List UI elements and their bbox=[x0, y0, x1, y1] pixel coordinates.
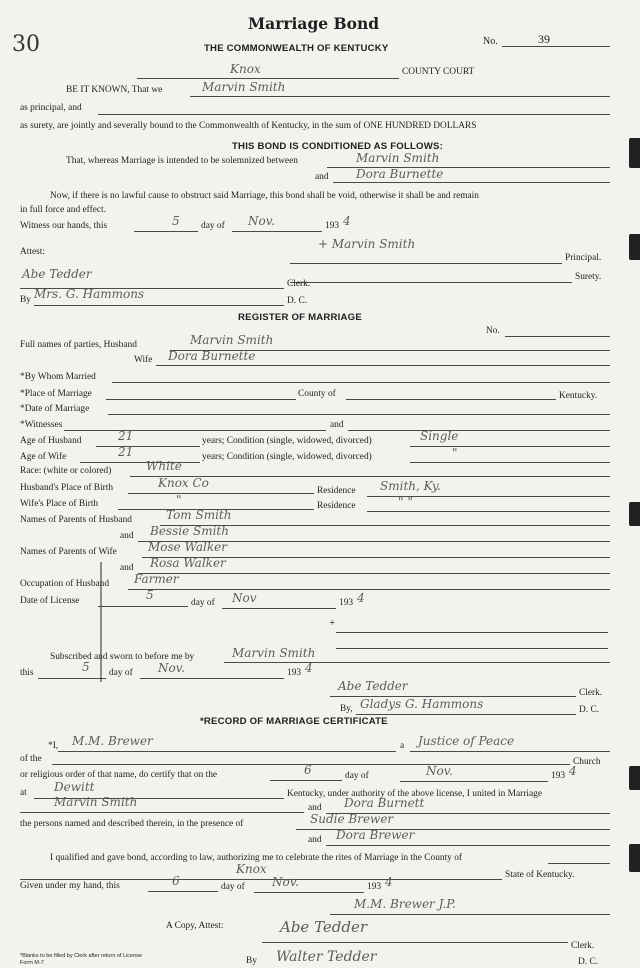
given-year-prefix: 193 bbox=[367, 882, 382, 892]
given-day-hw: 6 bbox=[172, 874, 180, 888]
officiant-line bbox=[58, 751, 396, 752]
bond-deputy-hw: Mrs. G. Hammons bbox=[34, 287, 145, 301]
cert-county-hw: Knox bbox=[236, 862, 267, 876]
fold-line bbox=[100, 562, 102, 682]
register-clerk-label: Clerk. bbox=[579, 688, 603, 698]
binder-tab bbox=[629, 234, 640, 260]
county-court-label: COUNTY COURT bbox=[402, 67, 475, 77]
parent-h2-hw: Bessie Smith bbox=[150, 524, 229, 538]
register-deputy-line bbox=[356, 714, 576, 715]
state-label: State of Kentucky. bbox=[505, 870, 575, 880]
place-line bbox=[106, 399, 296, 400]
parent-h1-hw: Tom Smith bbox=[166, 508, 232, 522]
principal-hw: Marvin Smith bbox=[202, 80, 286, 94]
cert-clerk-label: Clerk. bbox=[571, 941, 595, 951]
date-license-label: Date of License bbox=[20, 596, 80, 606]
by-whom-label: *By Whom Married bbox=[20, 372, 96, 382]
age-husband-hw: 21 bbox=[118, 429, 134, 443]
cert-day-hw: 6 bbox=[304, 763, 312, 777]
attest-label: Attest: bbox=[20, 247, 45, 257]
cond-wife-label: years; Condition (single, widowed, divorced) bbox=[202, 452, 372, 462]
cert-year-prefix: 193 bbox=[551, 771, 566, 781]
full-names-label: Full names of parties, Husband bbox=[20, 340, 137, 350]
whereas-text: That, whereas Marriage is intended to be solemnized between bbox=[66, 156, 298, 166]
county-of-label: County of bbox=[298, 389, 336, 399]
affiant-line-1 bbox=[336, 632, 608, 633]
cert-witness-and: and bbox=[308, 835, 322, 845]
bride-line bbox=[333, 182, 610, 183]
given-label: Given under my hand, this bbox=[20, 881, 120, 891]
be-it-known: BE IT KNOWN, That we bbox=[66, 85, 163, 95]
wife-birth-hw: " bbox=[176, 493, 182, 507]
binder-tab bbox=[629, 502, 640, 526]
bride-and: and bbox=[315, 172, 329, 182]
cert-a-label: a bbox=[400, 741, 405, 751]
of-the-label: of the bbox=[20, 754, 42, 764]
church-label: Church bbox=[573, 757, 601, 767]
county-line bbox=[137, 78, 399, 79]
cert-by-label: By bbox=[246, 956, 257, 966]
witness2-line bbox=[348, 430, 610, 431]
wife-birth-label: Wife's Place of Birth bbox=[20, 499, 99, 509]
bond-clerk-sig-hw: Abe Tedder bbox=[22, 267, 92, 281]
sworn-year-prefix: 193 bbox=[287, 668, 302, 678]
religious-text: or religious order of that name, do certify that on the bbox=[20, 770, 218, 780]
binder-tab bbox=[629, 766, 640, 790]
commonwealth-heading: THE COMMONWEALTH OF KENTUCKY bbox=[204, 43, 389, 54]
principal-line bbox=[190, 96, 610, 97]
surety-name-line bbox=[98, 114, 610, 115]
parents-husband-and: and bbox=[120, 531, 134, 541]
cert-day-of: day of bbox=[345, 771, 369, 781]
witness-year-hw: 4 bbox=[343, 214, 351, 228]
cond-wife-hw: " bbox=[452, 446, 458, 460]
place-kentucky-label: Kentucky. bbox=[559, 391, 598, 401]
cert-clerk-line bbox=[262, 942, 568, 943]
conditioned-heading: THIS BOND IS CONDITIONED AS FOLLOWS: bbox=[232, 141, 443, 152]
license-day-of: day of bbox=[191, 598, 215, 608]
bond-clerk-label: Clerk. bbox=[287, 279, 311, 289]
cert-clerk-sig-hw: Abe Tedder bbox=[280, 918, 368, 936]
document-title: Marriage Bond bbox=[248, 14, 380, 33]
margin-number: 30 bbox=[12, 32, 40, 57]
surety-label: Surety. bbox=[575, 272, 602, 282]
wife-label: Wife bbox=[134, 355, 153, 365]
bond-no-line bbox=[502, 46, 610, 47]
certificate-heading: *RECORD OF MARRIAGE CERTIFICATE bbox=[200, 716, 388, 727]
footnote-2: Form M-7 bbox=[20, 960, 44, 966]
date-label: *Date of Marriage bbox=[20, 404, 90, 414]
officiant-signature-line bbox=[330, 914, 610, 915]
witnesses-label: *Witnesses bbox=[20, 420, 63, 430]
cert-groom-line bbox=[20, 812, 304, 813]
witness-day-of: day of bbox=[201, 221, 225, 231]
husband-name-hw: Marvin Smith bbox=[190, 333, 274, 347]
husband-birth-hw: Knox Co bbox=[158, 476, 209, 490]
witness1-line bbox=[64, 430, 326, 431]
cond-husband-line bbox=[410, 446, 610, 447]
given-month-hw: Nov. bbox=[272, 875, 299, 889]
license-day-hw: 5 bbox=[146, 588, 154, 602]
bond-dc-label: D. C. bbox=[287, 296, 308, 306]
cert-deputy-hw: Walter Tedder bbox=[276, 949, 377, 965]
parents-husband-label: Names of Parents of Husband bbox=[20, 515, 132, 525]
register-deputy-hw: Gladys G. Hammons bbox=[360, 697, 484, 711]
sworn-month-hw: Nov. bbox=[158, 661, 185, 675]
cert-bride-hw: Dora Burnett bbox=[344, 796, 425, 810]
given-year-hw: 4 bbox=[385, 875, 393, 889]
at-label: at bbox=[20, 788, 27, 798]
by-whom-line bbox=[112, 382, 610, 383]
cert-witness1-hw: Sudie Brewer bbox=[310, 812, 394, 826]
wife-name-line bbox=[156, 365, 610, 366]
cert-and-label: and bbox=[308, 803, 322, 813]
wife-residence-line bbox=[367, 511, 610, 512]
occupation-hw: Farmer bbox=[134, 572, 179, 586]
sworn-month-line bbox=[140, 678, 284, 679]
register-no-line bbox=[505, 336, 610, 337]
plus-mark: + bbox=[329, 617, 336, 629]
witness-year-prefix: 193 bbox=[325, 221, 340, 231]
license-month-hw: Nov bbox=[232, 591, 257, 605]
bond-no-value: 39 bbox=[538, 32, 550, 46]
place-hw: Dewitt bbox=[54, 780, 95, 794]
age-wife-hw: 21 bbox=[118, 445, 134, 459]
kentucky-under-text: Kentucky, under authority of the above license, I united in Marriage bbox=[287, 789, 543, 799]
cond-husband-hw: Single bbox=[420, 429, 459, 443]
license-year-hw: 4 bbox=[357, 591, 365, 605]
binder-tab bbox=[629, 138, 640, 168]
husband-residence-label: Residence bbox=[317, 486, 356, 496]
cert-day-line bbox=[270, 780, 342, 781]
as-principal: as principal, and bbox=[20, 103, 82, 113]
subscribed-hw: Marvin Smith bbox=[232, 646, 316, 660]
sworn-year-hw: 4 bbox=[305, 661, 313, 675]
county-of-line bbox=[346, 399, 556, 400]
copy-attest-label: A Copy, Attest: bbox=[166, 921, 224, 931]
age-husband-line bbox=[96, 446, 200, 447]
bond-deputy-line bbox=[34, 305, 284, 306]
place-label: *Place of Marriage bbox=[20, 389, 92, 399]
parents-wife-label: Names of Parents of Wife bbox=[20, 547, 117, 557]
cond-husband-label: years; Condition (single, widowed, divorced) bbox=[202, 436, 372, 446]
groom-hw: Marvin Smith bbox=[356, 151, 440, 165]
race-hw: White bbox=[146, 459, 182, 473]
age-wife-label: Age of Wife bbox=[20, 452, 67, 462]
cond-wife-line bbox=[410, 462, 610, 463]
license-month-line bbox=[222, 608, 336, 609]
sworn-this-label: this bbox=[20, 668, 34, 678]
witness-label: Witness our hands, this bbox=[20, 221, 108, 231]
sworn-day-line bbox=[38, 678, 106, 679]
cert-groom-hw: Marvin Smith bbox=[54, 795, 138, 809]
age-husband-label: Age of Husband bbox=[20, 436, 82, 446]
cert-dc-label: D. C. bbox=[578, 957, 599, 967]
county-name-line bbox=[20, 879, 502, 880]
register-by-label: By, bbox=[340, 704, 353, 714]
subscribed-line bbox=[224, 662, 610, 663]
sworn-day-hw: 5 bbox=[82, 660, 90, 674]
officiant-signature-hw: M.M. Brewer J.P. bbox=[354, 897, 456, 911]
parent-w2-hw: Rosa Walker bbox=[150, 556, 226, 570]
given-month-line bbox=[254, 892, 364, 893]
license-year-prefix: 193 bbox=[339, 598, 354, 608]
bond-by-label: By bbox=[20, 295, 31, 305]
husband-residence-hw: Smith, Ky. bbox=[380, 479, 441, 493]
surety-text: as surety, are jointly and severally bound to the Commonwealth of Kentucky, in the sum of ONE HUNDRED DOLLARS bbox=[20, 121, 477, 131]
qualified-county-line bbox=[548, 863, 610, 864]
affiant-line-2 bbox=[336, 648, 608, 649]
wife-residence-label: Residence bbox=[317, 501, 356, 511]
register-dc-label: D. C. bbox=[579, 705, 600, 715]
persons-text: the persons named and described therein, in the presence of bbox=[20, 819, 244, 829]
witness-month-hw: Nov. bbox=[248, 214, 275, 228]
surety-sig-line bbox=[290, 282, 572, 283]
register-no-label: No. bbox=[486, 326, 500, 336]
footnote-1: *Blanks to be filled by Clerk after return of License bbox=[20, 953, 142, 959]
race-label: Race: (white or colored) bbox=[20, 466, 112, 476]
officiant-title-line bbox=[410, 751, 610, 752]
register-clerk-sig-hw: Abe Tedder bbox=[338, 679, 408, 693]
wife-name-hw: Dora Burnette bbox=[168, 349, 256, 363]
license-day-line bbox=[98, 606, 188, 607]
occupation-label: Occupation of Husband bbox=[20, 579, 110, 589]
bride-hw: Dora Burnette bbox=[356, 167, 444, 181]
cert-witness2-hw: Dora Brewer bbox=[336, 828, 415, 842]
given-day-line bbox=[148, 891, 218, 892]
qualified-text: I qualified and gave bond, according to law, authorizing me to celebrate the rites of Marriage in the County of bbox=[50, 853, 463, 863]
county-hw: Knox bbox=[230, 62, 261, 76]
given-day-of: day of bbox=[221, 882, 245, 892]
now-if-2: in full force and effect. bbox=[20, 205, 106, 215]
witness-day-line bbox=[134, 231, 198, 232]
principal-sig-line bbox=[290, 263, 562, 264]
parents-wife-and: and bbox=[120, 563, 134, 573]
subscribed-label: Subscribed and sworn to before me by bbox=[50, 652, 195, 662]
husband-birth-line bbox=[128, 493, 314, 494]
cert-month-line bbox=[400, 781, 548, 782]
register-heading: REGISTER OF MARRIAGE bbox=[238, 312, 362, 323]
witnesses-and: and bbox=[330, 420, 344, 430]
principal-label: Principal. bbox=[565, 253, 602, 263]
binder-tab bbox=[629, 844, 640, 872]
officiant-hw: M.M. Brewer bbox=[72, 734, 153, 748]
witness-day-hw: 5 bbox=[172, 214, 180, 228]
age-wife-line bbox=[80, 462, 200, 463]
date-line bbox=[108, 414, 610, 415]
husband-birth-label: Husband's Place of Birth bbox=[20, 483, 114, 493]
wife-residence-hw: " " bbox=[398, 495, 413, 509]
now-if-1: Now, if there is no lawful cause to obstruct said Marriage, this bond shall be void, otherwise it shall be and remain bbox=[50, 191, 479, 201]
occupation-line bbox=[128, 589, 610, 590]
parent-w2-line bbox=[138, 573, 610, 574]
cert-witness2-line bbox=[326, 845, 610, 846]
parent-w1-hw: Mose Walker bbox=[148, 540, 227, 554]
witness-month-line bbox=[232, 231, 322, 232]
cert-month-hw: Nov. bbox=[426, 764, 453, 778]
principal-signature-hw: + Marvin Smith bbox=[318, 237, 416, 251]
cert-year-hw: 4 bbox=[569, 764, 577, 778]
sworn-day-of: day of bbox=[109, 668, 133, 678]
bond-no-label: No. bbox=[483, 36, 498, 47]
officiant-title-hw: Justice of Peace bbox=[418, 734, 515, 748]
cert-i-label: *I, bbox=[48, 741, 59, 751]
